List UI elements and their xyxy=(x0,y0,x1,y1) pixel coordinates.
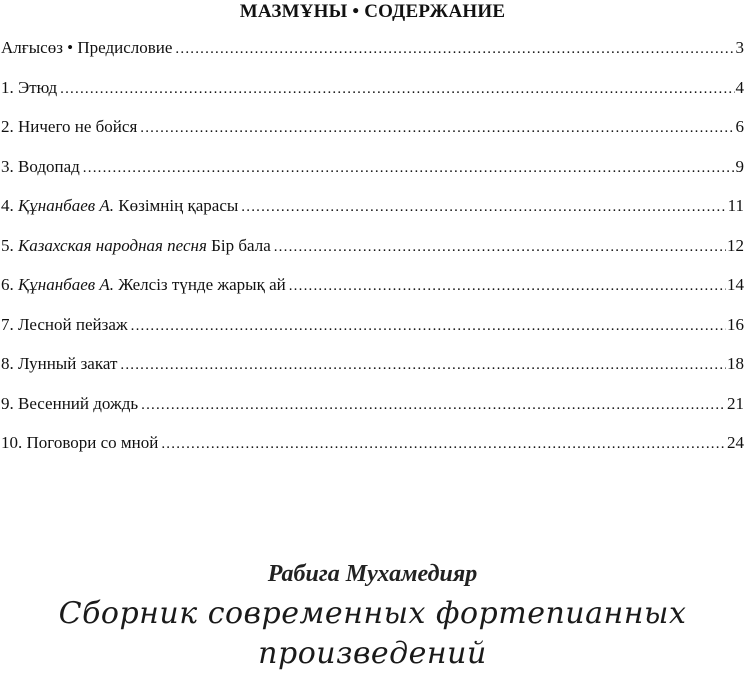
toc-dot-leader xyxy=(241,196,726,218)
toc-entry xyxy=(1,393,744,433)
toc-entry-label xyxy=(1,353,117,375)
toc-entry-label xyxy=(1,235,271,257)
toc-entry-page: 4 xyxy=(735,77,744,97)
toc-dot-leader xyxy=(140,117,734,139)
toc-entry-author: Құнанбаев А. xyxy=(18,275,115,294)
toc-entry-label xyxy=(1,274,286,296)
toc-entry-number: 8. xyxy=(1,354,18,373)
author-name: Рабига Мухамедияр xyxy=(267,561,478,587)
toc-entry-title: Желсіз түнде жарық ай xyxy=(114,275,286,294)
toc-dot-leader xyxy=(274,236,726,258)
toc-entry-number: 10. xyxy=(1,433,27,452)
toc-entry-page: 12 xyxy=(727,235,744,255)
table-of-contents xyxy=(1,37,744,472)
toc-entry xyxy=(1,235,744,275)
toc-dot-leader xyxy=(60,78,734,100)
toc-entry-number: 4. xyxy=(1,196,18,215)
toc-entry-author: Казахская народная песня xyxy=(18,235,207,255)
toc-entry xyxy=(1,274,744,314)
toc-entry-number: 6. xyxy=(1,275,18,294)
toc-entry-author: Құнанбаев А. xyxy=(18,196,115,215)
toc-entry-title: Алғысөз • Предисловие xyxy=(1,38,173,57)
toc-entry-title: Көзімнің қарасы xyxy=(114,196,239,215)
toc-entry xyxy=(1,77,744,117)
toc-entry xyxy=(1,156,744,196)
toc-entry-label xyxy=(1,156,80,178)
toc-entry-label xyxy=(1,393,138,415)
toc-entry-page: 3 xyxy=(735,38,744,57)
toc-entry-label xyxy=(1,37,172,59)
toc-dot-leader xyxy=(131,315,726,337)
toc-entry-number: 7. xyxy=(1,314,18,334)
toc-entry-page: 9 xyxy=(735,156,744,176)
toc-entry-number: 5. xyxy=(1,235,18,255)
toc-entry xyxy=(1,314,744,354)
toc-entry-label xyxy=(1,314,128,336)
toc-entry-page: 6 xyxy=(735,117,744,136)
toc-entry-page: 21 xyxy=(727,393,744,413)
toc-dot-leader xyxy=(120,354,726,376)
toc-entry-page: 24 xyxy=(727,433,744,452)
toc-entry-title: Поговори со мной xyxy=(26,433,159,452)
toc-entry xyxy=(1,432,744,472)
book-title: Сборник современных фортепианных произведений xyxy=(58,596,687,671)
toc-dot-leader xyxy=(141,394,726,416)
toc-entry-label xyxy=(1,195,238,217)
toc-entry-label xyxy=(1,116,137,138)
toc-entry-title: Бір бала xyxy=(206,235,271,255)
page-title: МАЗМҰНЫ • СОДЕРЖАНИЕ xyxy=(239,1,506,22)
toc-entry xyxy=(1,353,744,393)
toc-entry-title: Этюд xyxy=(18,77,58,97)
toc-entry-title: Лесной пейзаж xyxy=(18,314,128,334)
toc-entry-label xyxy=(1,77,57,99)
toc-entry xyxy=(1,195,744,235)
toc-entry-page: 14 xyxy=(727,275,744,294)
toc-entry-number: 1. xyxy=(1,77,18,97)
toc-dot-leader xyxy=(175,38,734,60)
toc-entry-number: 3. xyxy=(1,156,18,176)
toc-entry-page: 11 xyxy=(727,196,744,215)
toc-entry-title: Ничего не бойся xyxy=(18,117,138,136)
toc-entry-label xyxy=(1,432,158,454)
toc-dot-leader xyxy=(83,157,735,179)
toc-entry-page: 18 xyxy=(727,354,744,373)
toc-entry xyxy=(1,37,744,77)
toc-entry-title: Лунный закат xyxy=(18,354,118,373)
toc-entry-number: 2. xyxy=(1,117,18,136)
toc-entry-title: Водопад xyxy=(18,156,80,176)
toc-entry xyxy=(1,116,744,156)
toc-entry-number: 9. xyxy=(1,393,18,413)
toc-entry-page: 16 xyxy=(727,314,744,334)
toc-dot-leader xyxy=(289,275,726,297)
toc-dot-leader xyxy=(161,433,726,455)
toc-entry-title: Весенний дождь xyxy=(18,393,139,413)
